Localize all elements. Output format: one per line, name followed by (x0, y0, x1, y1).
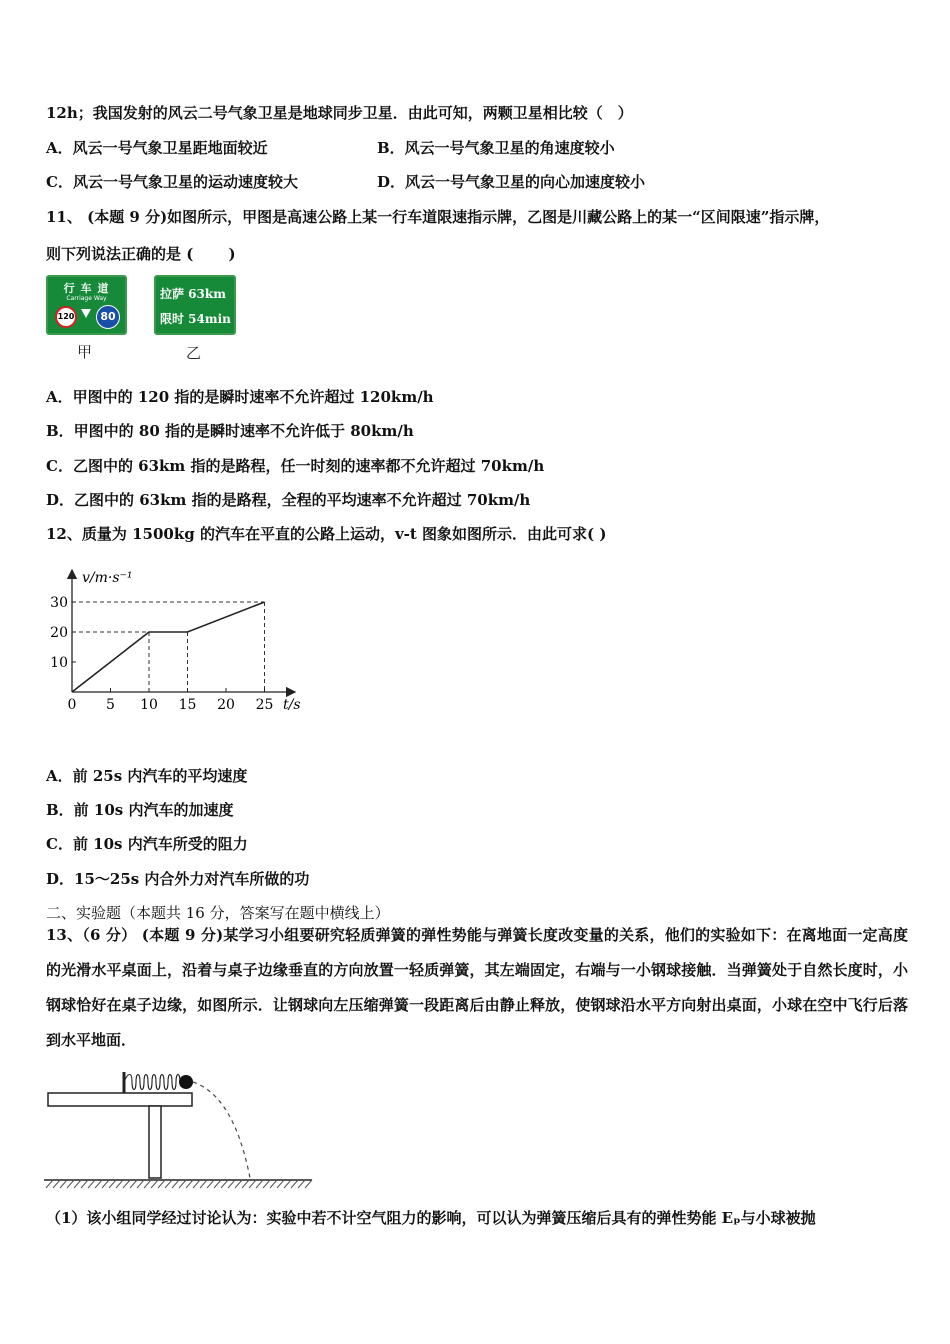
hatch-stroke (102, 1180, 109, 1188)
x-tick-label: 20 (217, 697, 235, 713)
hatch-stroke (158, 1180, 165, 1188)
q13-text: 13、（6 分） (本题 9 分)某学习小组要研究轻质弹簧的弹性势能与弹簧长度改变量的关系，他们的实验如下：在离地面一定高度的光滑水平桌面上，沿着与桌子边缘垂直的方向放置一轻质弹簧，其左端固定，右端与一小钢球接触．当弹簧处于自然长度时，小钢球恰好在桌子边缘，如图所示．让钢球向左压缩弹簧一段距离后由静止释放，使钢球沿水平方向射出桌面，小球在空中飞行后落到水平地面． (46, 926, 908, 1049)
spring (124, 1075, 180, 1090)
hatch-stroke (270, 1180, 277, 1188)
hatch-stroke (277, 1180, 284, 1188)
hatch-stroke (116, 1180, 123, 1188)
hatch-stroke (95, 1180, 102, 1188)
q12-option-d: D．15～25s 内合外力对汽车所做的功 (46, 870, 310, 888)
sign-jia-max-speed: 120 (55, 306, 77, 328)
sign-jia-title: 行 车 道 (63, 282, 110, 295)
y-axis-label: v/m·s⁻¹ (82, 570, 133, 586)
q11-stem-line1: 11、 (本题 9 分)如图所示，甲图是高速公路上某一行车道限速指示牌，乙图是川藏公路上的某一“区间限速”指示牌， (46, 208, 830, 226)
q10-option-d: D．风云一号气象卫星的向心加速度较小 (377, 173, 646, 191)
q11-option-a: A．甲图中的 120 指的是瞬时速率不允许超过 120km/h (46, 388, 434, 406)
hatch-stroke (298, 1180, 305, 1188)
hatch-stroke (221, 1180, 228, 1188)
hatch-stroke (305, 1180, 312, 1188)
q10-stem: 12h；我国发射的风云二号气象卫星是地球同步卫星．由此可知，两颗卫星相比较（ ） (46, 104, 633, 122)
hatch-stroke (151, 1180, 158, 1188)
hatch-stroke (123, 1180, 130, 1188)
hatch-stroke (200, 1180, 207, 1188)
hatch-stroke (74, 1180, 81, 1188)
sign-jia (46, 275, 127, 335)
sign-yi-line2: 限时 54min (160, 312, 231, 326)
hatch-stroke (53, 1180, 60, 1188)
sign-jia-subtitle: Carriage Way (66, 295, 107, 302)
q10-option-c: C．风云一号气象卫星的运动速度较大 (46, 173, 298, 191)
hatch-stroke (60, 1180, 67, 1188)
sign-jia-caption: 甲 (77, 343, 93, 361)
vt-series-line (72, 602, 265, 692)
sign-jia-min-speed: 80 (96, 305, 120, 329)
hatch-stroke (67, 1180, 74, 1188)
hatch-stroke (242, 1180, 249, 1188)
y-tick-label: 30 (50, 595, 68, 611)
q11-stem-line2: 则下列说法正确的是 ( ) (46, 245, 236, 263)
section2-heading: 二、实验题（本题共 16 分，答案写在题中横线上） (46, 904, 390, 922)
spring-table-diagram (44, 1066, 316, 1194)
x-tick-label: 25 (255, 697, 274, 713)
hatch-stroke (172, 1180, 179, 1188)
x-axis-label: t/s (283, 697, 301, 713)
hatch-stroke (284, 1180, 291, 1188)
q12-stem: 12、质量为 1500kg 的汽车在平直的公路上运动，v-t 图象如图所示．由此可求( ) (46, 525, 607, 543)
q13-sub1: （1）该小组同学经过讨论认为：实验中若不计空气阻力的影响，可以认为弹簧压缩后具有的弹性势能 Eₚ与小球被抛 (46, 1209, 816, 1227)
q11-option-d: D．乙图中的 63km 指的是路程，全程的平均速率不允许超过 70km/h (46, 491, 531, 509)
sign-yi (154, 275, 236, 335)
hatch-stroke (179, 1180, 186, 1188)
q10-option-a: A．风云一号气象卫星距地面较近 (46, 139, 268, 157)
hatch-stroke (109, 1180, 116, 1188)
q10-option-b: B．风云一号气象卫星的角速度较小 (377, 139, 615, 157)
sign-yi-line1: 拉萨 63km (160, 287, 226, 301)
hatch-stroke (228, 1180, 235, 1188)
hatch-stroke (144, 1180, 151, 1188)
q11-option-c: C．乙图中的 63km 指的是路程，任一时刻的速率都不允许超过 70km/h (46, 457, 545, 475)
hatch-stroke (186, 1180, 193, 1188)
hatch-stroke (137, 1180, 144, 1188)
sign-yi-caption: 乙 (186, 344, 202, 362)
q11-option-b: B．甲图中的 80 指的是瞬时速率不允许低于 80km/h (46, 422, 414, 440)
hatch-stroke (81, 1180, 88, 1188)
hatch-stroke (263, 1180, 270, 1188)
hatch-stroke (165, 1180, 172, 1188)
table-top (48, 1093, 192, 1106)
x-tick-label: 10 (140, 697, 158, 713)
x-tick-label: 5 (106, 697, 115, 713)
hatch-stroke (291, 1180, 298, 1188)
hatch-stroke (130, 1180, 137, 1188)
steel-ball (179, 1075, 193, 1089)
down-arrow-icon (81, 309, 91, 318)
hatch-stroke (46, 1180, 53, 1188)
x-tick-label: 15 (178, 697, 197, 713)
hatch-stroke (193, 1180, 200, 1188)
vt-chart (40, 562, 310, 720)
hatch-stroke (235, 1180, 242, 1188)
hatch-stroke (207, 1180, 214, 1188)
hatch-stroke (88, 1180, 95, 1188)
hatch-stroke (256, 1180, 263, 1188)
ground-hatch (46, 1180, 312, 1188)
q12-option-b: B．前 10s 内汽车的加速度 (46, 801, 234, 819)
table-leg (149, 1106, 161, 1178)
q12-option-c: C．前 10s 内汽车所受的阻力 (46, 835, 248, 853)
y-tick-label: 20 (50, 625, 68, 641)
q12-option-a: A．前 25s 内汽车的平均速度 (46, 767, 248, 785)
hatch-stroke (214, 1180, 221, 1188)
x-tick-label: 0 (67, 697, 77, 713)
hatch-stroke (249, 1180, 256, 1188)
y-tick-label: 10 (50, 655, 68, 671)
trajectory (193, 1082, 250, 1178)
